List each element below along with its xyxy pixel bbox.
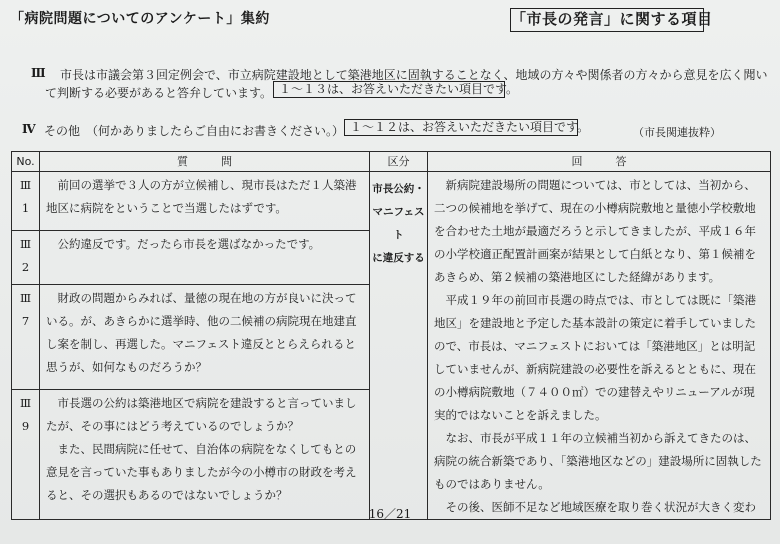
category-cell: 市長公約・ マニフェスト に違反する [370, 172, 428, 520]
answer-cell [428, 172, 771, 520]
row-number: Ⅲ 9 [12, 389, 40, 519]
header-question: 質 問 [40, 152, 370, 172]
item4-text: その他 （何かありましたらご自由にお書きください。） [44, 124, 345, 138]
table-header-row [12, 152, 771, 172]
item3-line1: 市長は市議会第３回定例会で、市立病院建設地として築港地区に固執することなく、地域の方々や関係者の方々から意見を広く聞い [60, 68, 768, 82]
item4-numeral: Ⅳ [22, 122, 36, 136]
header-no: No. [12, 152, 40, 172]
header-answer: 回 答 [428, 152, 771, 172]
answer-paragraph: 平成１９年の前回市長選の時点では、市としては既に「築港地区」を建設地と予定した基本設計の策定に着手していましたので、市長は、マニフェストにおいては「築港地区」とは明記していませんが、新病院建設の必要性を訴えるとともに、現在の小樽病院敷地（７４００㎡）での建替えやリニューアルが現実的ではないことを訴えました。 [434, 293, 756, 422]
table-row [12, 172, 771, 231]
qa-table [11, 151, 771, 520]
item3-line2: て判断する必要があると答弁しています。 [45, 86, 273, 100]
item3-numeral: Ⅲ [31, 66, 46, 80]
item4-excerpt-note: （市長関連抜粋） [633, 126, 721, 139]
row-number: Ⅲ 7 [12, 284, 40, 389]
question-cell: 公約違反です。だったら市長を選ばなかったです。 [40, 230, 370, 284]
header-category: 区分 [370, 152, 428, 172]
row-number: Ⅲ 1 [12, 172, 40, 231]
answer-paragraph: なお、市長が平成１１年の立候補当初から訴えてきたのは、病院の統合新築であり、「築港地区などの」建設場所に固執したものではありません。 [434, 431, 762, 491]
item3-boxed-note: １～１３は、お答えいただきたい項目です。 [273, 81, 505, 98]
answer-paragraph: 新病院建設場所の問題については、市としては、当初から、二つの候補地を挙げて、現在の小樽病院敷地と量徳小学校敷地を合わせた土地が最適だろうと示してきましたが、平成１６年の小学校適正配置計画案が結果として白紙となり、第１候補をあきらめ、第２候補の築港地区にした経緯があります。 [434, 178, 756, 284]
item4-boxed-note: １～１２は、お答えいただきたい項目です。 [344, 119, 578, 136]
question-cell: 前回の選挙で３人の方が立候補し、現市長はただ１人築港地区に病院をということで当選したはずです。 [40, 172, 370, 231]
question-cell: 財政の問題からみれば、量徳の現在地の方が良いに決っている。が、あきらかに選挙時、他の二候補の病院現在地建直し案を制し、再選した。マニフェスト違反ととらえられると思うが、如何なものだろうか？ [40, 284, 370, 389]
row-number: Ⅲ 2 [12, 230, 40, 284]
page-title: 「病院問題についてのアンケート」集約 [10, 11, 270, 27]
page-number: 16／21 [368, 507, 412, 521]
answer-paragraph: その後、医師不足など地域医療を取り巻く状況が大きく変わ [445, 500, 756, 514]
section-heading-box: 「市長の発言」に関する項目 [510, 8, 704, 32]
question-cell: 市長選の公約は築港地区で病院を建設すると言っていましたが、その事にはどう考えているのでしょうか？ また、民間病院に任せて、自治体の病院をなくしてもとの意見を言っていた事もありましたが今の小樽市の財政を考えると、その選択もあるのではないでしょうか？ [40, 389, 370, 519]
